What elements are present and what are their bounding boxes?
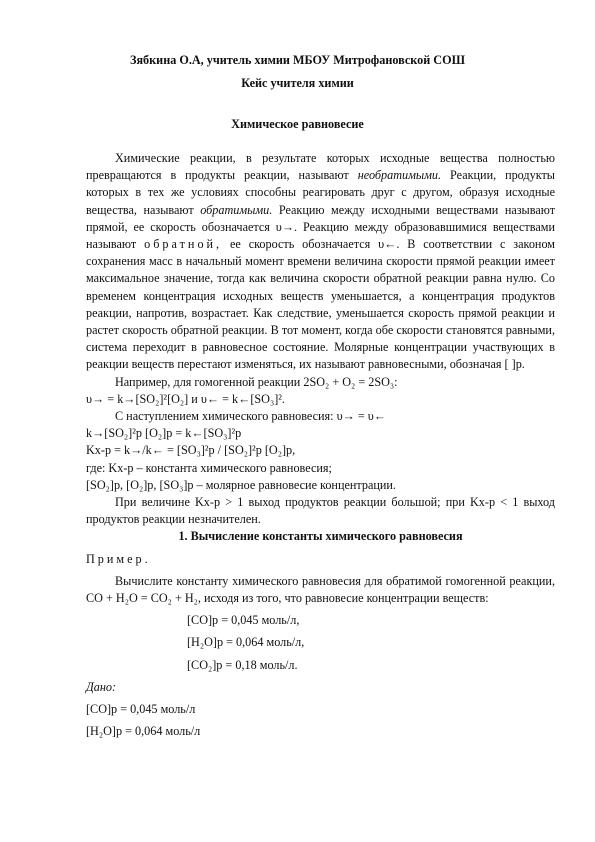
given-co: [CO]р = 0,045 моль/л bbox=[86, 702, 196, 717]
intro-text-3: Реакцию между исходными веществами называют прямой, ее скорость обозначается υ→. Реакцию между образовавшимися веществами называют bbox=[86, 202, 556, 252]
author-line: Зябкина О.А, учитель химии МБОУ Митрофановской СОШ bbox=[130, 53, 465, 67]
term-irreversible: необратимыми. bbox=[357, 168, 442, 183]
intro-text-2: Реакции, продукты которых в тех же условиях способны реагировать друг с другом, образуя исходные вещества, называют bbox=[86, 168, 555, 217]
example-label: Пример. bbox=[86, 551, 151, 566]
concentration-co: [CO]р = 0,045 моль/л, bbox=[187, 613, 300, 628]
equilibrium-onset: С наступлением химического равновесия: υ→ = υ← bbox=[115, 409, 386, 424]
constant-definition: где: Kх-р – константа химического равновесия; bbox=[86, 460, 332, 475]
concentration-h2o: [H₂O]р = 0,064 моль/л, bbox=[187, 635, 305, 650]
given-label: Дано: bbox=[86, 679, 117, 694]
section-title: 1. Вычисление константы химического равновесия bbox=[178, 529, 463, 544]
document-body bbox=[86, 150, 555, 741]
rate-equations: υ→ = k→[SO₂]²[O₂] и υ← = k←[SO₃]². bbox=[86, 391, 285, 406]
given-h2o: [H₂O]р = 0,064 моль/л bbox=[86, 724, 201, 739]
term-reversible: обратимыми. bbox=[200, 202, 273, 217]
task-text: Вычислите константу химического равновесия для обратимой гомогенной реакции, CO + H₂O = CO₂ + H₂, исходя из того, что равновесие концентрации веществ: bbox=[86, 573, 555, 606]
term-reverse: обратной, bbox=[144, 237, 223, 252]
intro-paragraph bbox=[86, 150, 555, 374]
example-reaction: Например, для гомогенной реакции 2SO₂ + O₂ = 2SO₃: bbox=[115, 374, 398, 389]
concentration-co2: [CO₂]р = 0,18 моль/л. bbox=[187, 657, 298, 672]
intro-text-4: ее скорость обозначается υ←. В соответствии с законом сохранения масс в начальный момент времени величина скорости прямой реакции имеет максимальное значение, тогда как величина скорости обратной реакции равна нулю. Со временем концентрация исходных веществ уменьшается, а концентрация продуктов реакции, напротив, возрастает. Как следствие, уменьшается скорость прямой реакции и растет скорость обратной реакции. В тот момент, когда обе скорости становятся равными, система переходит в равновесное состояние. Молярные концентрации участвующих в реакции веществ перестают изменяться, их называют равновесными, обозначая [ ]р. bbox=[86, 237, 556, 372]
document-title: Химическое равновесие bbox=[231, 117, 364, 131]
concentrations-definition: [SO₂]р, [O₂]р, [SO₃]р – молярное равновесие концентрации. bbox=[86, 477, 396, 492]
constant-magnitude-note: При величине Kх-р > 1 выход продуктов реакции большой; при Kх-р < 1 выход продуктов реакции незначителен. bbox=[86, 495, 555, 527]
intro-text-1: Химические реакции, в результате которых исходные вещества полностью превращаются в продукты реакции, называют bbox=[86, 151, 555, 183]
case-line: Кейс учителя химии bbox=[241, 76, 354, 90]
rate-equality: k→[SO₂]²р [O₂]р = k←[SO₃]²р bbox=[86, 426, 242, 441]
equilibrium-constant-formula: Kх-р = k→/k← = [SO₃]²р / [SO₂]²р [O₂]р, bbox=[86, 443, 296, 458]
